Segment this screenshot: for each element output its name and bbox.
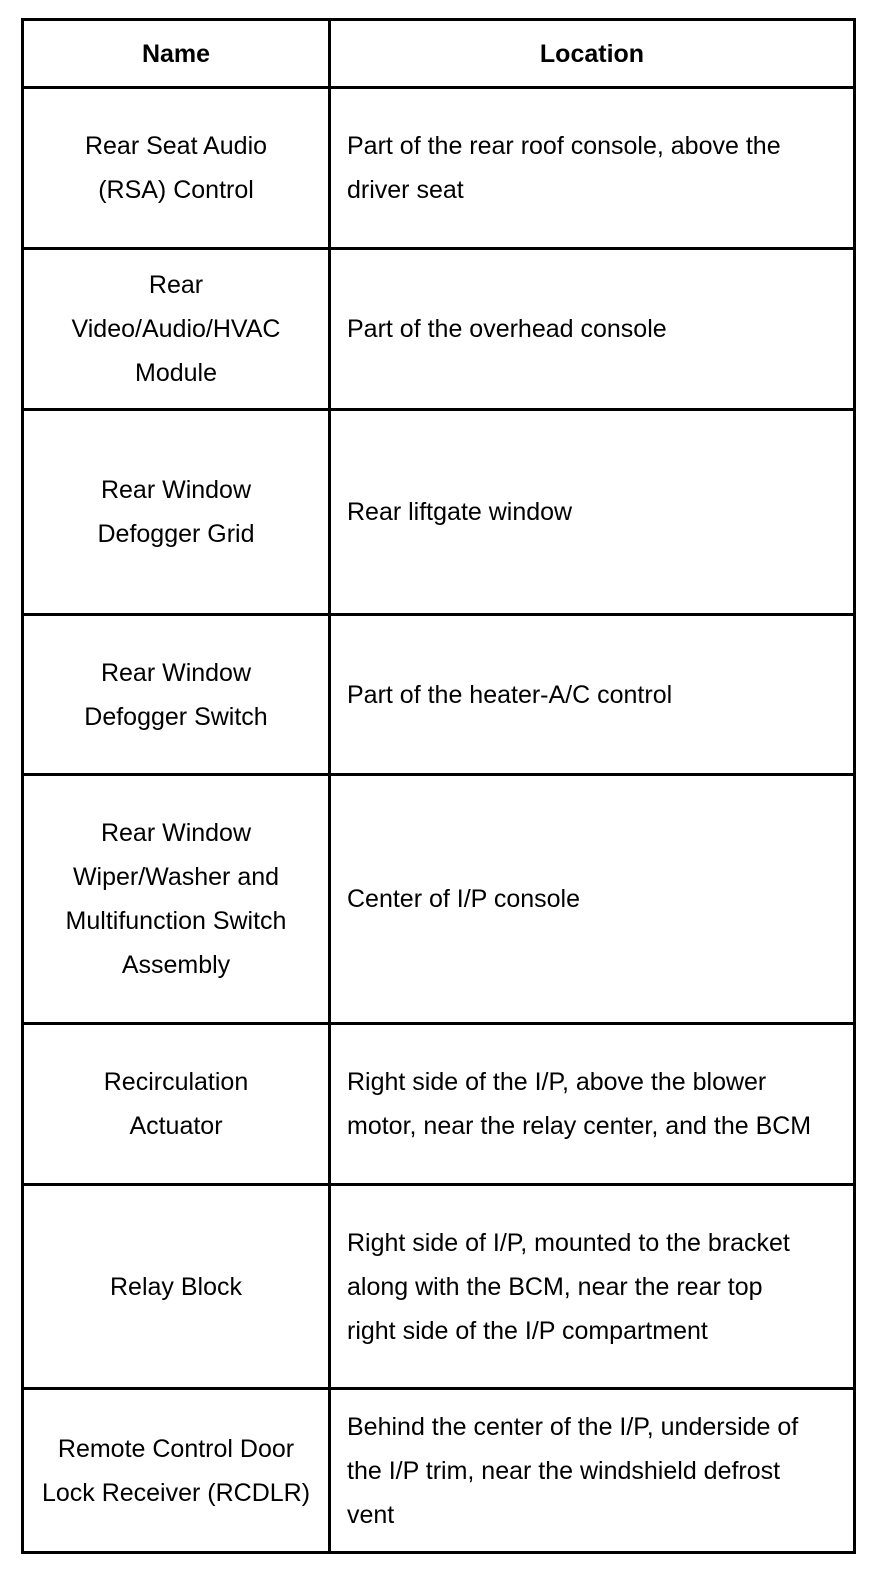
component-location: Part of the heater-A/C control	[347, 680, 673, 709]
header-row	[23, 20, 855, 88]
location-cell	[330, 615, 855, 775]
name-cell	[23, 249, 330, 410]
column-header-location: Location	[330, 20, 855, 88]
name-cell	[23, 1389, 330, 1553]
location-cell	[330, 1389, 855, 1553]
component-name: Rear Seat Audio (RSA) Control	[84, 132, 268, 204]
component-location: Part of the rear roof console, above the driver seat	[347, 132, 781, 204]
table-row	[23, 1389, 855, 1553]
table-row	[23, 615, 855, 775]
table-body	[23, 88, 855, 1553]
table-header	[23, 20, 855, 88]
component-location: Rear liftgate window	[347, 498, 573, 526]
table-row	[23, 410, 855, 615]
component-name: Rear Window Defogger Switch	[84, 658, 268, 731]
name-cell	[23, 410, 330, 615]
location-cell	[330, 1024, 855, 1185]
location-cell	[330, 410, 855, 615]
table-row	[23, 775, 855, 1024]
name-cell	[23, 88, 330, 249]
component-location-table	[21, 18, 856, 1554]
table-row	[23, 1185, 855, 1389]
table-row	[23, 249, 855, 410]
component-name: Recirculation Actuator	[103, 1068, 249, 1140]
location-cell	[330, 249, 855, 410]
component-location: Right side of the I/P, above the blower motor, near the relay center, and the BCM	[347, 1068, 812, 1140]
component-name: Remote Control Door Lock Receiver (RCDLR)	[41, 1434, 311, 1507]
component-location: Center of I/P console	[347, 885, 581, 913]
component-location: Behind the center of the I/P, underside of the I/P trim, near the windshield defrost vent	[347, 1412, 799, 1529]
table-row	[23, 1024, 855, 1185]
component-name: Relay Block	[110, 1272, 242, 1301]
name-cell	[23, 615, 330, 775]
location-cell	[330, 775, 855, 1024]
name-cell	[23, 775, 330, 1024]
location-cell	[330, 88, 855, 249]
table-row	[23, 88, 855, 249]
location-cell	[330, 1185, 855, 1389]
name-cell	[23, 1024, 330, 1185]
component-location: Right side of I/P, mounted to the bracket along with the BCM, near the rear top right side of the I/P compartment	[347, 1228, 790, 1345]
component-name: Rear Video/Audio/HVAC Module	[71, 271, 281, 387]
column-header-name: Name	[23, 20, 330, 88]
component-location: Part of the overhead console	[347, 315, 667, 343]
component-name: Rear Window Wiper/Washer and Multifunction Switch Assembly	[65, 819, 287, 979]
component-name: Rear Window Defogger Grid	[97, 476, 255, 548]
name-cell	[23, 1185, 330, 1389]
